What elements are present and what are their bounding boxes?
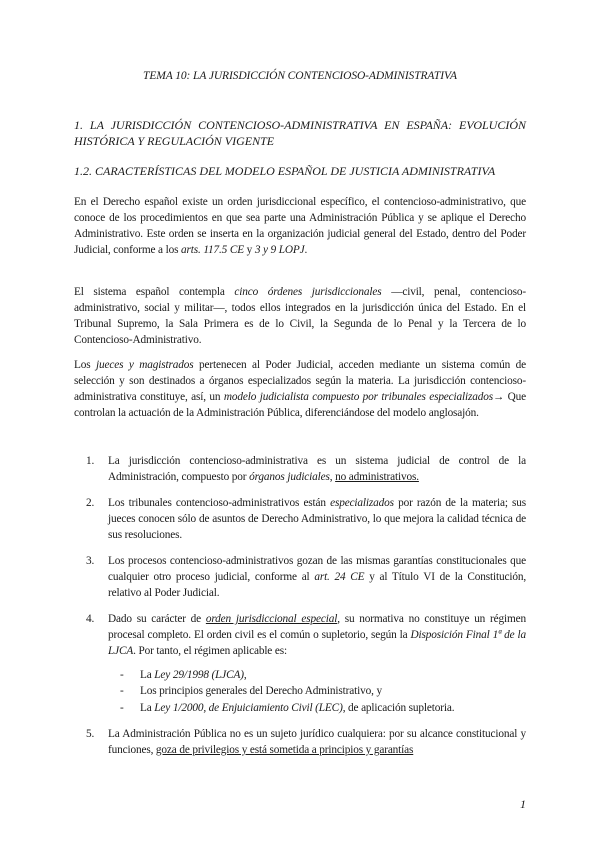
paragraph-2-text-a: El sistema español contempla [74,286,235,298]
sub-item-emphasis: Ley 1/2000, de Enjuiciamiento Civil (LEC) [154,701,343,714]
paragraph-1-lopj: 3 y 9 LOPJ [254,244,305,256]
list-item-text: Los tribunales contencioso-administrativos están [108,497,331,509]
dash-bullet: - [120,669,124,681]
list-item-2 [86,495,526,543]
list-item-4 [86,611,526,716]
sub-list-item [108,700,526,716]
sub-list-item [108,683,526,699]
list-item-emphasis: órganos judiciales [249,471,330,483]
list-item-emphasis: art. 24 CE [314,571,365,583]
list-item-text: por razón de la materia; sus jueces conocen sólo de asuntos de Derecho Administrativo, lo que mejora la calidad técnica de sus resoluciones. [108,497,526,541]
paragraph-1-text-c: . [304,244,308,256]
list-item-3 [86,553,526,601]
list-item-emphasis: especializados [330,497,394,509]
sub-item-text: Los principios generales del Derecho Administrativo, y [140,685,382,698]
section-1-heading: 1. LA JURISDICCIÓN CONTENCIOSO-ADMINISTRATIVA EN ESPAÑA: EVOLUCIÓN HISTÓRICA Y REGULACIÓN VIGENTE [74,118,526,148]
list-item-1 [86,453,526,485]
list-item-number: 1. [86,455,95,467]
list-item-emphasis: orden jurisdiccional especial [205,613,338,625]
paragraph-2-text-b: —civil, penal, contencioso-administrativo, social y militar—, todos ellos integrados en la jurisdicción única del Estado. En el Tribunal Supremo, la Sala Primera es de lo Civil, la Segunda de lo Penal y la Tercera de lo Contencioso-Administrativo. [74,286,526,346]
sub-item-text: La [140,669,155,681]
list-item-number: 5. [86,727,95,740]
sub-item-text: La [140,701,155,714]
sub-list-item [108,667,526,683]
paragraph-2 [74,284,526,348]
paragraph-3-text-a: Los [74,359,97,371]
paragraph-3-text-b: pertenecen al Poder Judicial, acceden mediante un sistema común de selección y son destinados a órganos especializados según la materia. La jurisdicción contencioso-administrativa constituye, así, un [74,359,526,403]
list-item-text: La Administración Pública no es un sujeto jurídico cualquiera: por su alcance constitucional y funciones, [108,727,526,756]
sub-item-emphasis: Ley 29/1998 (LJCA) [154,669,244,681]
list-item-underline: no administrativos. [335,471,419,483]
paragraph-2-highlight: cinco órdenes jurisdiccionales [234,286,382,298]
list-item-text: Los procesos contencioso-administrativos gozan de las mismas garantías constitucionales que cualquier otro proceso judicial, conforme al [108,555,526,583]
sub-item-text: , [243,669,247,681]
paragraph-3 [74,357,526,421]
list-item-text: , [329,471,336,483]
list-item-number: 4. [86,613,95,625]
list-item-underline: goza de privilegios y está sometida a principios y garantías [155,743,414,756]
sub-item-text: , de aplicación supletoria. [342,701,455,714]
dash-bullet: - [120,685,124,698]
page-number: 1 [520,797,526,811]
paragraph-1 [74,194,526,258]
paragraph-3-highlight-a: jueces y magistrados [96,359,194,371]
list-item-text: y al Título VI de la Constitución, relativo al Poder Judicial. [108,571,527,599]
applicable-regime-list [108,667,526,716]
list-item-text: . Por tanto, el régimen aplicable es: [133,645,287,657]
list-item-number: 2. [86,497,95,509]
paragraph-1-text-b: y [243,244,255,256]
list-item-text: Dado su carácter de [108,613,206,625]
tema-title: TEMA 10: LA JURISDICCIÓN CONTENCIOSO-ADMINISTRATIVA [143,70,457,82]
paragraph-3-text-c: → Que controlan la actuación de la Administración Pública, diferenciándose del modelo anglosajón. [74,391,527,419]
list-item-emphasis: Disposición Final 1ª de la LJCA [108,629,527,657]
paragraph-1-articles: arts. 117.5 CE [181,244,244,256]
dash-bullet: - [120,701,124,714]
list-item-text: , su normativa no constituye un régimen procesal completo. El orden civil es el común o supletorio, según la [108,613,526,641]
list-item-number: 3. [86,555,95,567]
section-1-2-heading: 1.2. CARACTERÍSTICAS DEL MODELO ESPAÑOL DE JUSTICIA ADMINISTRATIVA [74,164,496,178]
paragraph-1-text-a: En el Derecho español existe un orden jurisdiccional específico, el contencioso-administrativo, que conoce de los procedimientos en que sea parte una Administración Pública y se aplique el Derecho Administrativo. Este orden se inserta en la organización judicial general del Estado, dentro del Poder Judicial, conforme a los [74,196,526,256]
list-item-5 [86,726,526,758]
list-item-text: La jurisdicción contencioso-administrativa es un sistema judicial de control de la Administración, compuesto por [108,455,526,483]
paragraph-3-highlight-b: modelo judicialista compuesto por tribunales especializados [223,391,493,403]
characteristics-list [86,453,526,758]
